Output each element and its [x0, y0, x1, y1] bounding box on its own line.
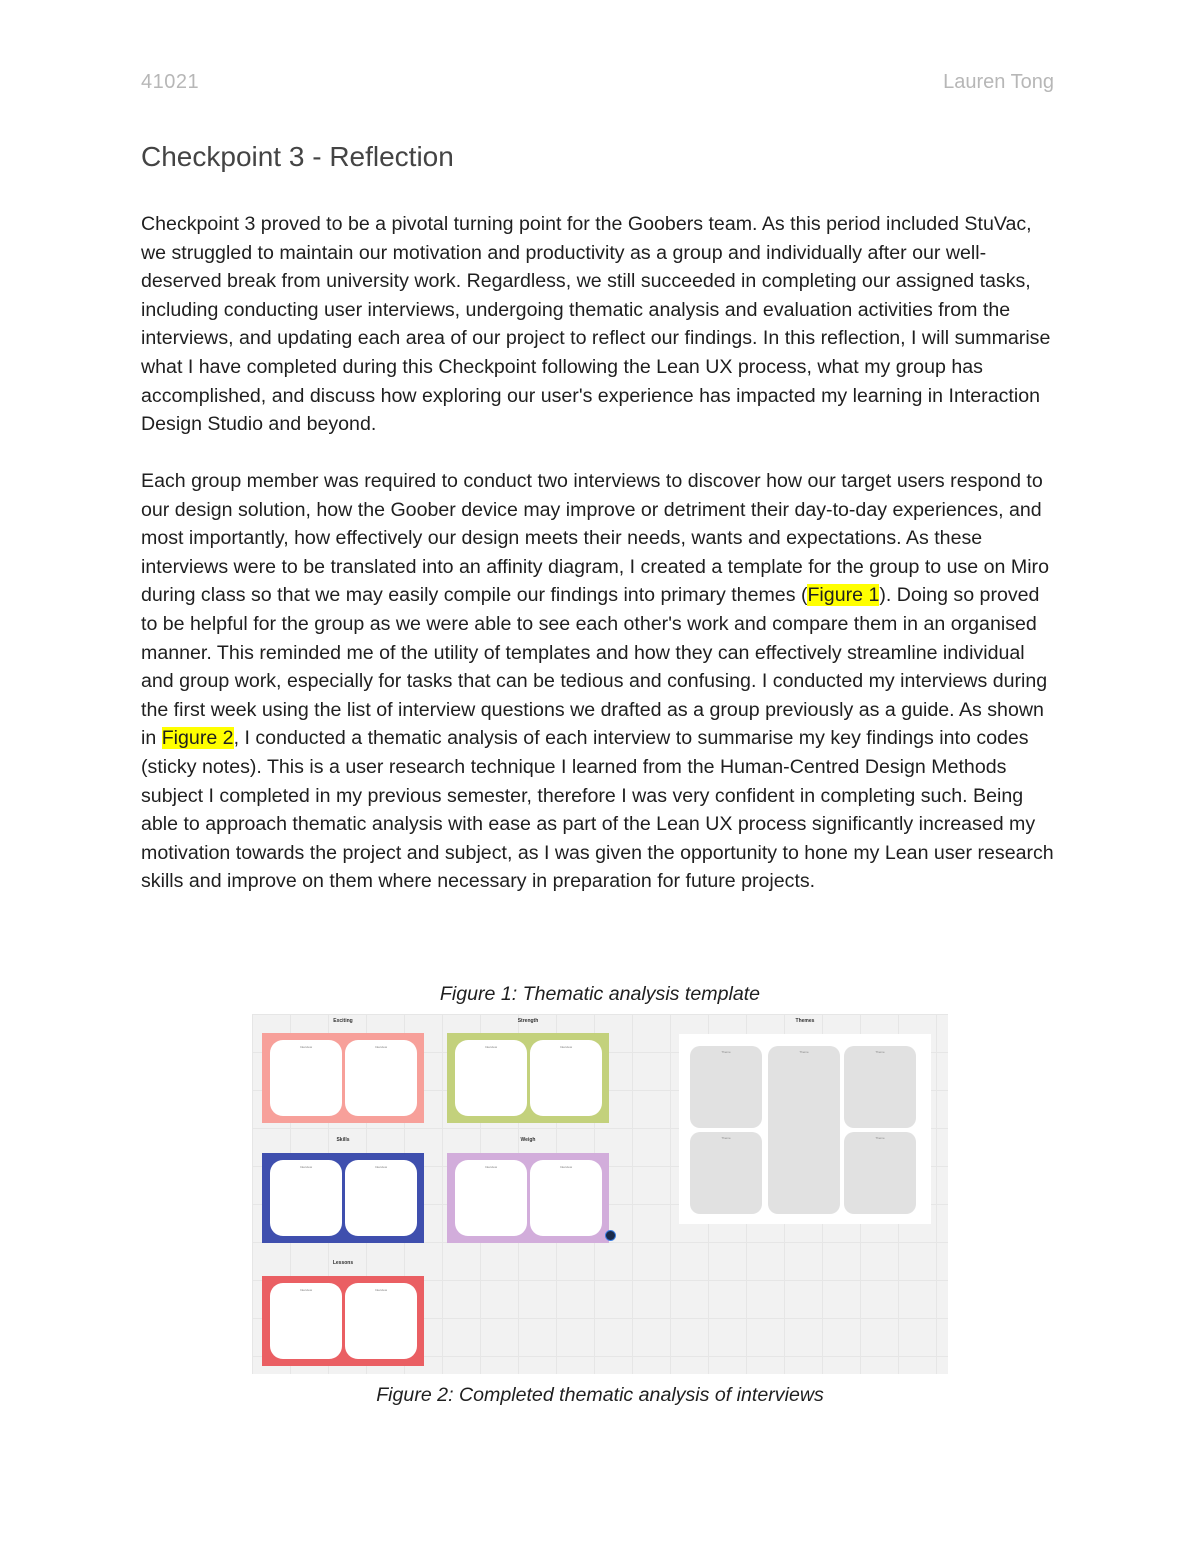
card-label: Interview [374, 1288, 387, 1292]
analysis-frame [447, 1033, 609, 1123]
card-label: Interview [374, 1165, 387, 1169]
interview-card [270, 1040, 342, 1116]
interview-card [270, 1160, 342, 1236]
analysis-frame [447, 1153, 609, 1243]
frame-label: Lessons [332, 1260, 354, 1266]
card-label: Interview [559, 1165, 572, 1169]
interview-card [530, 1160, 602, 1236]
paragraph-text: Each group member was required to conduct two interviews to discover how our target users respond to our design solution, how the Goober device may improve or detriment their day-to-day experiences, and most importantly, how effectively our design meets their needs, wants and expectations. As these interviews were to be translated into an affinity diagram, I created a template for the group to use on Miro during class so that we may easily compile our findings into primary themes ( [141, 470, 1049, 607]
analysis-frame [262, 1153, 424, 1243]
interview-card [270, 1283, 342, 1359]
interview-card [455, 1040, 527, 1116]
themes-label: Themes [795, 1018, 815, 1024]
theme-card-label: Theme [721, 1050, 731, 1054]
course-code: 41021 [141, 71, 200, 93]
card-label: Interview [299, 1165, 312, 1169]
interview-card [345, 1283, 417, 1359]
figure-2-caption: Figure 2: Completed thematic analysis of interviews [376, 1384, 824, 1406]
frame-label: Strength [517, 1018, 539, 1024]
interview-card [345, 1040, 417, 1116]
paragraph-text: , I conducted a thematic analysis of each interview to summarise my key findings into codes (sticky notes). This is a user research technique I learned from the Human-Centred Design Methods subject I completed in my previous semester, therefore I was very confident in completing such. Being able to approach thematic analysis with ease as part of the Lean UX process significantly increased my motivation towards the project and subject, as I was given the opportunity to hone my Lean user research skills and improve on them where necessary in preparation for future projects. [141, 727, 1054, 893]
analysis-frame [262, 1276, 424, 1366]
card-label: Interview [484, 1165, 497, 1169]
card-label: Interview [374, 1045, 387, 1049]
theme-card [844, 1046, 916, 1128]
theme-card [690, 1132, 762, 1214]
theme-card-label: Theme [875, 1050, 885, 1054]
figure-1-link[interactable]: Figure 1 [807, 584, 880, 607]
card-label: Interview [484, 1045, 497, 1049]
interview-card [455, 1160, 527, 1236]
theme-card-label: Theme [799, 1050, 809, 1054]
paragraph-intro: Checkpoint 3 proved to be a pivotal turning point for the Goobers team. As this period included StuVac, we struggled to maintain our motivation and productivity as a group and individually after our well-deserved break from university work. Regardless, we still succeeded in completing our assigned tasks, including conducting user interviews, undergoing thematic analysis and evaluation activities from the interviews, and updating each area of our project to reflect our findings. In this reflection, I will summarise what I have completed during this Checkpoint following the Lean UX process, what my group has accomplished, and discuss how exploring our user's experience has impacted my learning in Interaction Design Studio and beyond. [141, 213, 1051, 436]
theme-card [844, 1132, 916, 1214]
theme-card [768, 1046, 840, 1214]
paragraph-text: ). Doing so proved to be helpful for the group as we were able to see each other's work and compare them in an organised manner. This reminded me of the utility of templates and how they can effectively streamline individual and group work, especially for tasks that can be tedious and confusing. I conducted my interviews during the first week using the list of interview questions we drafted as a group previously as a guide. As shown in [141, 584, 1048, 750]
paragraph-interviews [141, 467, 1061, 896]
figure-1-caption: Figure 1: Thematic analysis template [439, 983, 761, 1005]
miro-board-image [252, 1014, 948, 1374]
frame-label: Skills [336, 1137, 350, 1143]
theme-card-label: Theme [721, 1136, 731, 1140]
figure-2-link[interactable]: Figure 2 [161, 727, 234, 750]
cursor-icon [605, 1230, 616, 1241]
card-label: Interview [559, 1045, 572, 1049]
author-name: Lauren Tong [943, 71, 1054, 93]
interview-card [345, 1160, 417, 1236]
page-title: Checkpoint 3 - Reflection [141, 141, 454, 172]
card-label: Interview [299, 1288, 312, 1292]
themes-panel [679, 1034, 931, 1224]
frame-label: Weigh [520, 1137, 536, 1143]
theme-card [690, 1046, 762, 1128]
analysis-frame [262, 1033, 424, 1123]
interview-card [530, 1040, 602, 1116]
frame-label: Exciting [333, 1018, 353, 1024]
card-label: Interview [299, 1045, 312, 1049]
theme-card-label: Theme [875, 1136, 885, 1140]
